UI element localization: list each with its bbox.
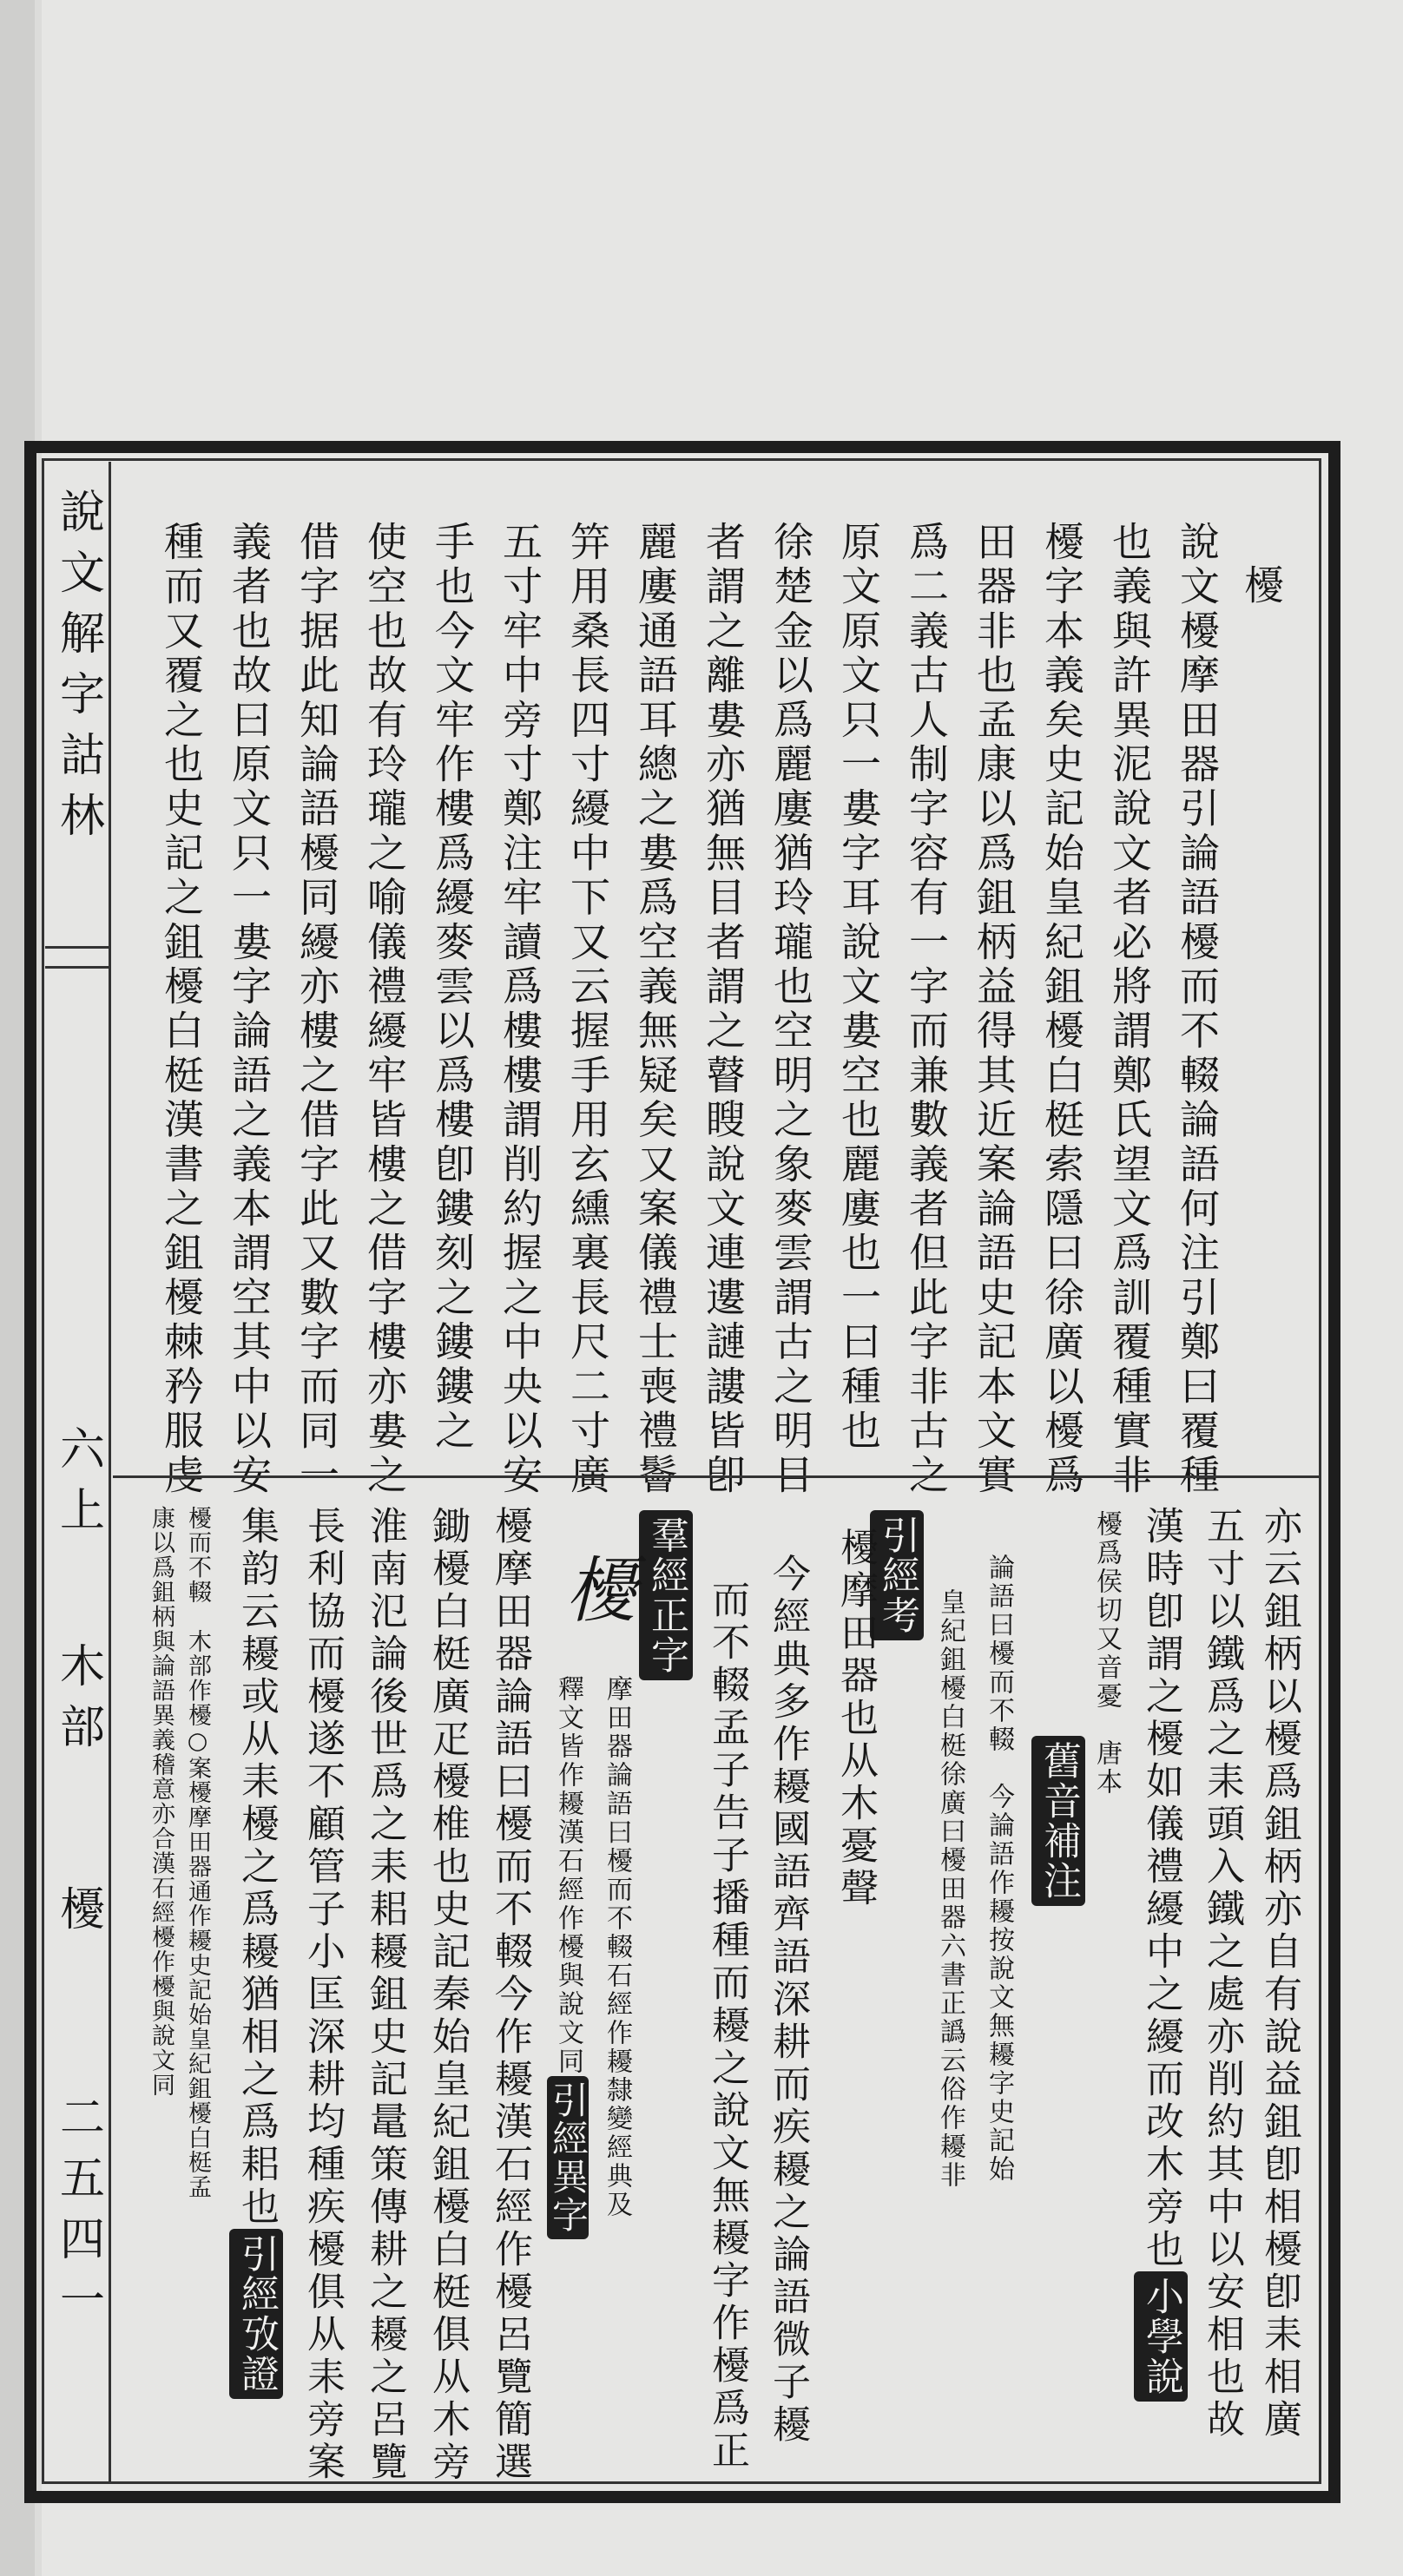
text-column: 借字据此知論語櫌同纋亦樓之借字此又數字而同一 — [293, 521, 340, 1499]
text-column: 櫌摩田器也从木憂聲 — [833, 1528, 878, 1910]
source-label-xiaoxue: 小學說 — [1134, 2271, 1188, 2402]
text-run: 唐本 — [1091, 1739, 1122, 1797]
fish-tail-mark — [45, 946, 111, 969]
source-label-yinjingyi: 引經異字 — [547, 2076, 589, 2239]
text-column-small: 論語曰櫌而不輟 今論語作耰按說文無耰字史記始 — [984, 1554, 1014, 2184]
entry-char-label: 櫌 — [51, 1885, 104, 1930]
text-run: 釋文皆作耰漢石經作櫌與說文同 — [553, 1675, 583, 2076]
text-column — [236, 1506, 283, 2399]
entry-heading: 櫌 — [1238, 564, 1285, 609]
text-column: 爲二義古人制字容有一字而兼數義者但此字非古之 — [903, 521, 950, 1499]
source-label-col — [877, 1510, 924, 1640]
text-column-small: 皇紀鉏櫌白梃徐廣曰櫌田器六書正譌云俗作耰非 — [935, 1588, 965, 2190]
text-column-small — [547, 1675, 590, 2239]
text-column: 今經典多作耰國語齊語深耕而疾耰之論語微子耰 — [766, 1554, 810, 2447]
text-column: 長利協而櫌遂不顧管子小匡深耕均種疾櫌俱从耒旁案 — [300, 1506, 345, 2484]
text-column: 五寸以鐵爲之耒頭入鐵之處亦削約其中以安相也故 — [1200, 1506, 1244, 2441]
text-column: 徐楚金以爲麗廔猶玲瓏也空明之象麥雲謂古之明目 — [767, 521, 814, 1499]
source-label-qunjing: 羣經正字 — [639, 1510, 693, 1680]
text-column: 使空也故有玲瓏之喻儀禮纋牢皆樓之借字樓亦婁之 — [361, 521, 408, 1499]
text-column: 櫌字本義矣史記始皇紀鉏櫌白梃索隱曰徐廣以櫌爲 — [1038, 521, 1085, 1499]
text-column: 種而又覆之也史記之鉏櫌白梃漢書之鉏櫌棘矜服虔 — [158, 521, 205, 1499]
text-column — [1141, 1506, 1188, 2402]
text-column-small: 康以爲鉏柄與論語異義稽意亦合漢石經櫌作櫌與說文同 — [148, 1506, 175, 2098]
text-run: 集韵云耰或从耒櫌之爲耰猶相之爲耜也 — [234, 1506, 279, 2229]
text-column: 義者也故曰原文只一婁字論語之義本謂空其中以安 — [226, 521, 273, 1499]
text-column: 也義與許異泥說文者必將謂鄭氏望文爲訓覆種實非 — [1106, 521, 1153, 1499]
text-column: 者謂之離婁亦猶無目者謂之瞽瞍說文連遱謰謱皆卽 — [700, 521, 747, 1499]
seal-glyph: 櫌 — [553, 1553, 636, 1624]
source-label-jiuyin: 舊音補注 — [1031, 1736, 1085, 1906]
text-run: 漢時卽謂之櫌如儀禮纋中之纋而改木旁也 — [1139, 1506, 1183, 2271]
text-column: 淮南氾論後世爲之耒耜耰鉏史記鼌策傳耕之耰之呂覽 — [363, 1506, 407, 2484]
text-column: 麗廔通語耳總之婁爲空義無疑矣又案儀禮士喪禮鬠 — [632, 521, 679, 1499]
register-divider — [113, 1475, 1320, 1478]
text-column: 笄用桑長四寸纋中下又云握手用玄纁裏長尺二寸廣 — [564, 521, 611, 1499]
text-column-small: 摩田器論語曰櫌而不輟石經作耰隸變經典及 — [602, 1675, 632, 2219]
text-column: 手也今文牢作樓爲纋麥雲以爲樓卽鏤刻之鏤鏤之 — [429, 521, 476, 1455]
source-label-yinjingyizheng: 引經攷證 — [229, 2229, 283, 2399]
source-label-col — [1038, 1736, 1085, 1906]
text-column: 田器非也孟康以爲鉏柄益得其近案論語史記本文實 — [971, 521, 1018, 1499]
text-column-small: 櫌而不輟 木部作櫌○案櫌摩田器通作耰史記始皇紀鉏櫌白梃孟 — [184, 1506, 211, 2200]
page-number: 二五四一 — [51, 2093, 104, 2336]
running-header — [45, 462, 111, 2482]
section-label: 木部 — [51, 1642, 104, 1764]
text-column-small — [1089, 1510, 1123, 1797]
text-run: 櫌爲侯切又音憂 — [1091, 1510, 1122, 1711]
book-title: 說文解字詁林 — [51, 488, 104, 852]
text-column: 說文櫌摩田器引論語櫌而不輟論語何注引鄭曰覆種 — [1174, 521, 1221, 1499]
text-column: 五寸牢中旁寸鄭注牢讀爲樓樓謂削約握之中央以安 — [497, 521, 543, 1499]
source-label-yinjingkao: 引經考 — [870, 1510, 924, 1640]
volume-label: 六上 — [51, 1425, 104, 1547]
text-column: 而不輟孟子告子播種而耰之說文無耰字作櫌爲正 — [705, 1580, 749, 2473]
text-column: 原文原文只一婁字耳說文婁空也麗廔也一曰種也 — [835, 521, 882, 1455]
text-column: 亦云鉏柄以櫌爲鉏柄亦自有說益鉏卽相櫌卽耒相廣 — [1257, 1506, 1301, 2441]
source-label-col — [646, 1510, 693, 1680]
text-column: 鋤櫌白梃廣疋櫌椎也史記秦始皇紀鉏櫌白梃俱从木旁 — [425, 1506, 470, 2484]
text-column: 櫌摩田器論語曰櫌而不輟今作耰漢石經作櫌呂覽簡選 — [488, 1506, 532, 2484]
